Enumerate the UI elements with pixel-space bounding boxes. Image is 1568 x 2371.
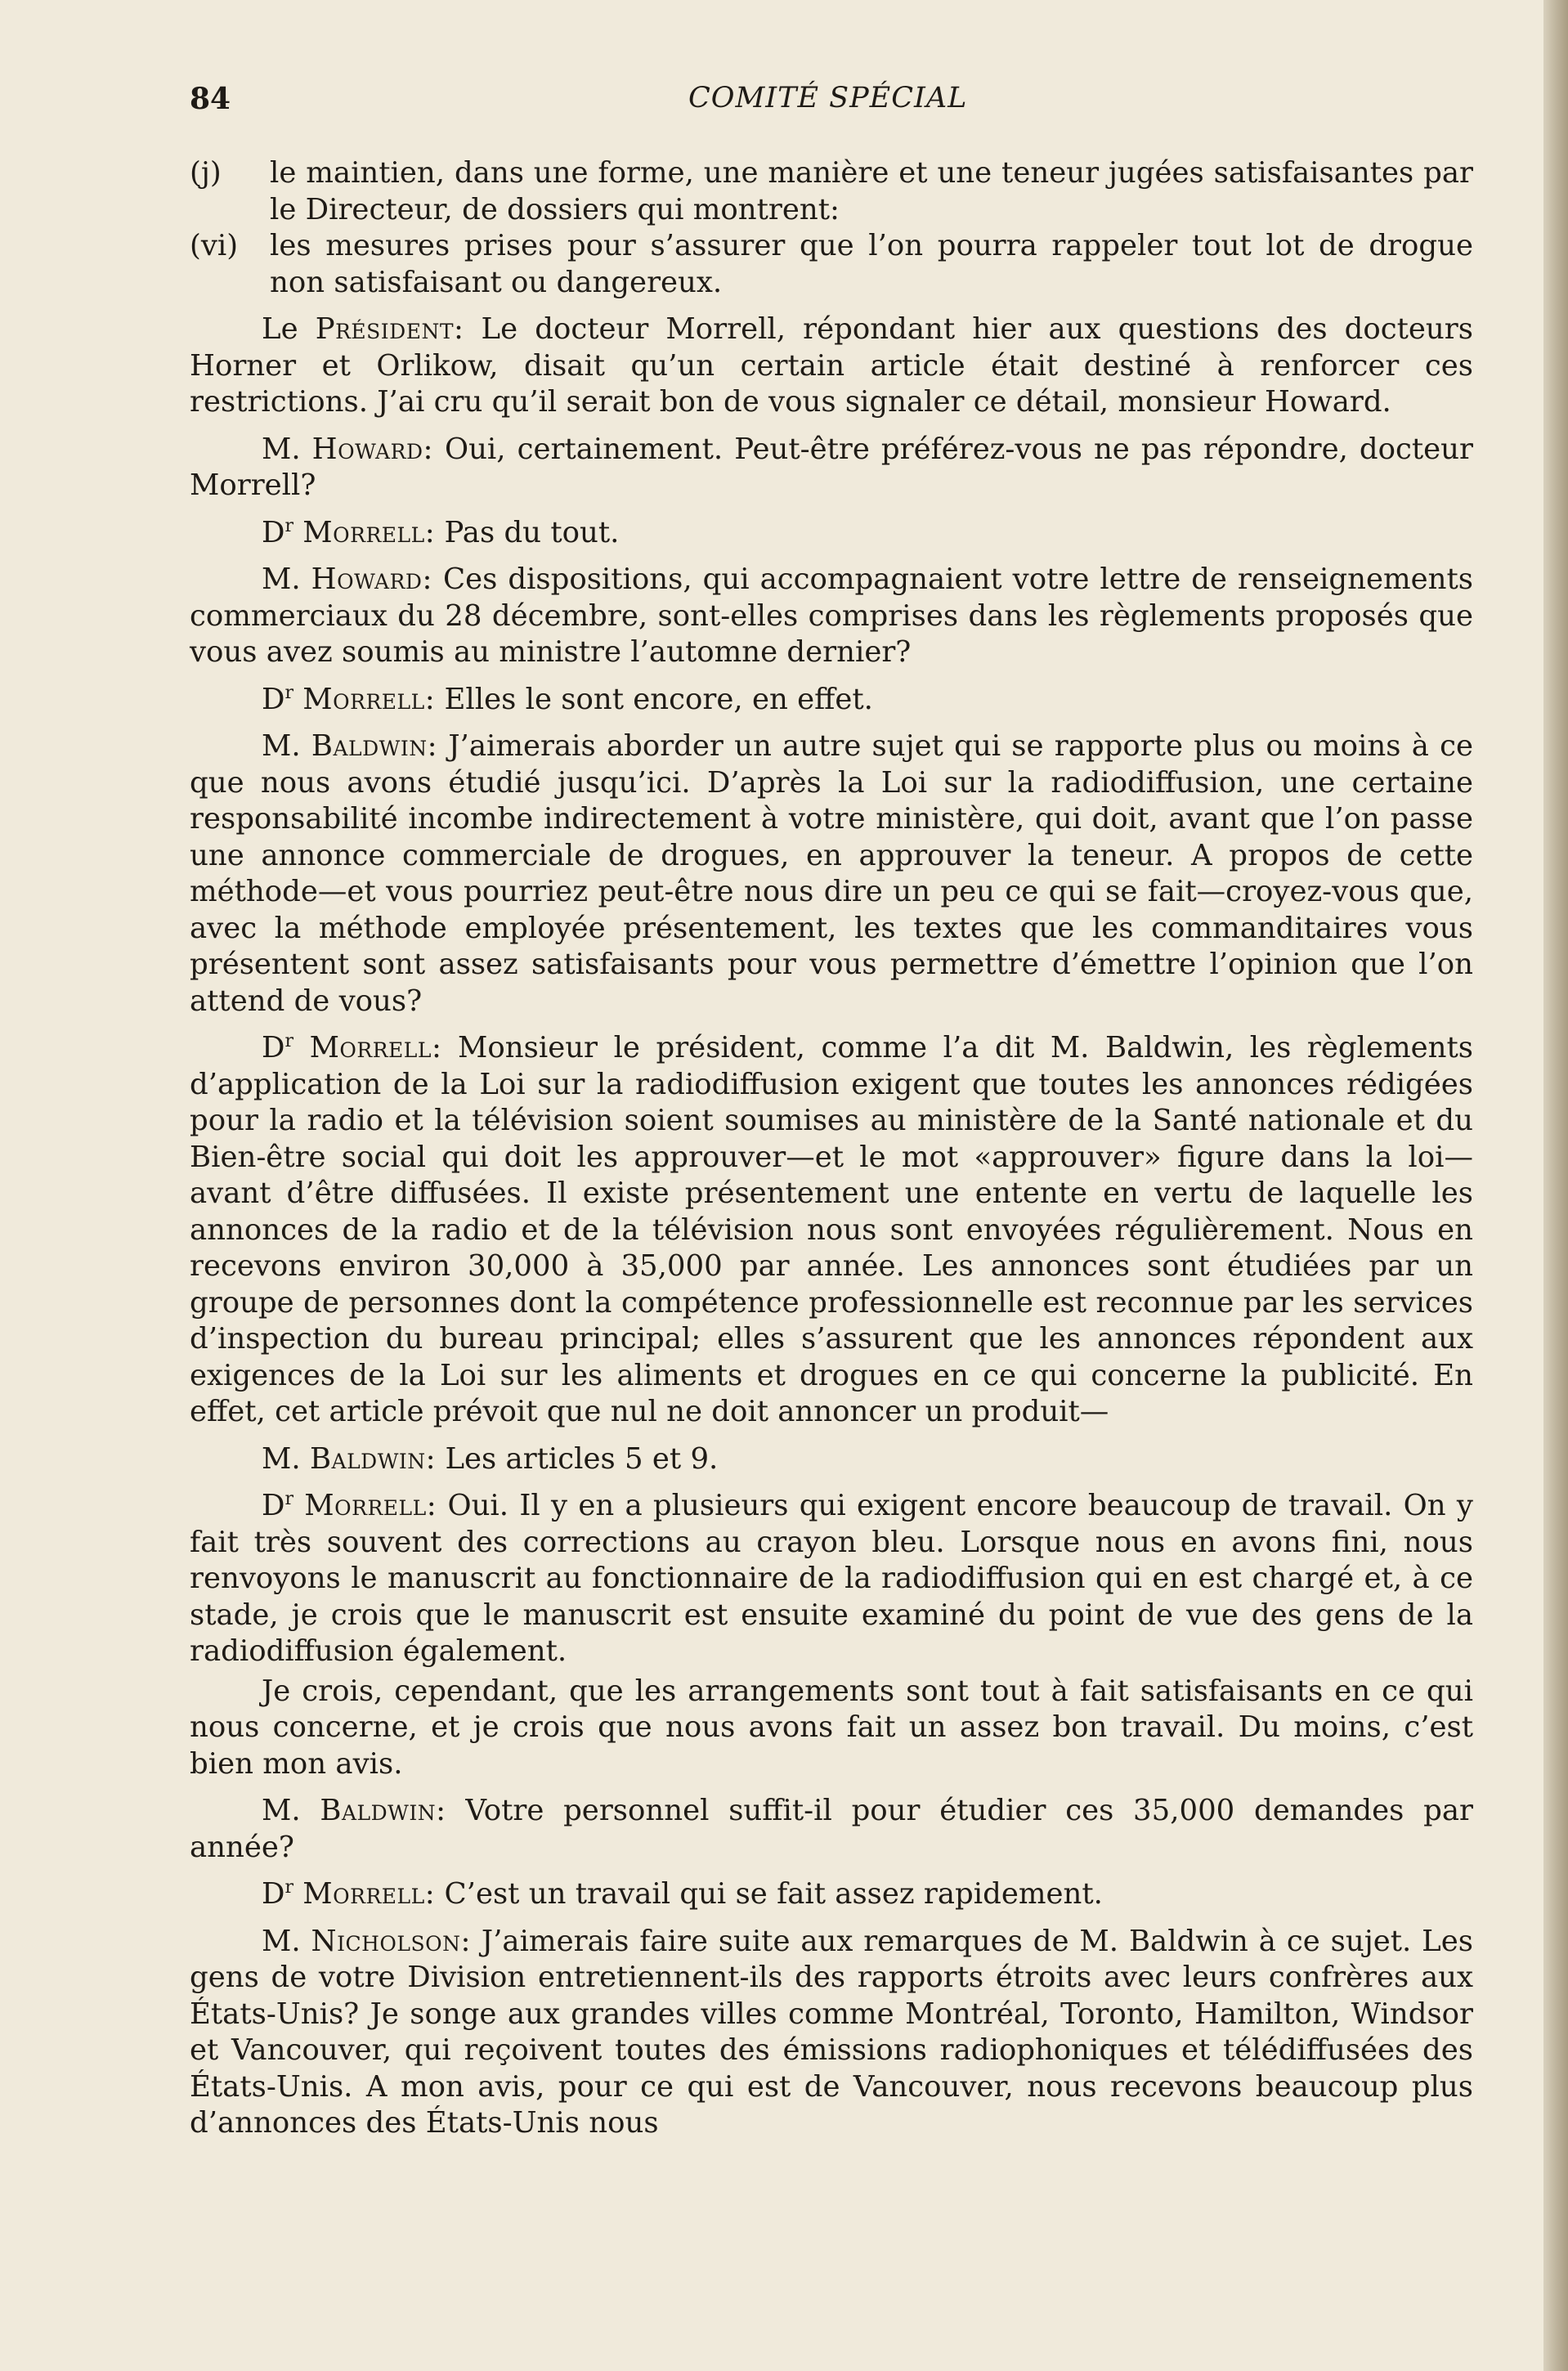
page-number: 84 [190, 82, 231, 116]
speaker-name: Morrell: [309, 1031, 442, 1064]
speaker-title: $D^r$ [262, 1489, 293, 1522]
speaker-name: Baldwin: [320, 1794, 446, 1827]
speaker-name: Howard: [311, 432, 433, 466]
speech-paragraph [190, 312, 1473, 421]
speech-paragraph [190, 1488, 1473, 1670]
speech-text: Je crois, cependant, que les arrangements sont tout à fait satisfaisants en ce qui nous concerne, et je crois que nous avons fait un assez bon travail. Du moins, c’est bien mon avis. [190, 1674, 1473, 1781]
speaker-name: Nicholson: [311, 1924, 471, 1958]
speaker-name: Morrell: [302, 1877, 436, 1911]
list-item-text: les mesures prises pour s’assurer que l’on pourra rappeler tout lot de drogue non satisfaisant ou dangereux. [270, 229, 1473, 299]
speaker-title: $D^r$ [262, 682, 293, 716]
speaker-name: Howard: [311, 562, 432, 596]
list-item [74, 228, 1473, 301]
speech-text: Le docteur Morrell, répondant hier aux questions des docteurs Horner et Orlikow, disait qu’un certain article était destiné à renforcer ces restrictions. J’ai cru qu’il serait bon de vous signaler ce détail, monsieur Howard. [190, 312, 1473, 419]
speech-text: Les articles 5 et 9. [445, 1441, 719, 1476]
speech-text: Votre personnel suffit-il pour étudier ces 35,000 demandes par année? [190, 1794, 1473, 1864]
speaker-name: Morrell: [304, 1489, 437, 1522]
list-item-marker: (vi) [190, 229, 239, 262]
speech-paragraph [190, 515, 1473, 552]
list-item [74, 155, 1473, 228]
speech-paragraph [190, 562, 1473, 671]
regulation-list [190, 155, 1473, 301]
speech-paragraph [190, 1441, 1473, 1478]
page-body [190, 155, 1473, 2142]
speaker-title: M. [262, 1794, 301, 1827]
speaker-title: $D^r$ [262, 1031, 293, 1064]
speech-paragraph [190, 1793, 1473, 1866]
speaker-title: M. [262, 729, 301, 763]
speaker-title: M. [262, 1441, 301, 1476]
page-header [190, 75, 1465, 124]
speech-paragraph [190, 1924, 1473, 2142]
speech-text: Elles le sont encore, en effet. [444, 682, 873, 716]
speech-text: Monsieur le président, comme l’a dit M. Baldwin, les règlements d’application de la Loi sur la radiodiffusion exigent que toutes les annonces rédigées pour la radio et la télévision soient soumises au ministère de la Santé nationale et du Bien-être social qui doit les approuver—et le mot «approuver» figure dans la loi—avant d’être diffusées. Il existe présentement une entente en vertu de laquelle les annonces de la radio et de la télévision nous sont envoyées régulièrement. Nous en recevons environ 30,000 à 35,000 par année. Les annonces sont étudiées par un groupe de personnes dont la compétence professionnelle est reconnue par les services d’inspection du bureau principal; elles s’assurent que les annonces répondent aux exigences de la Loi sur les aliments et drogues en ce qui concerne la publicité. En effet, cet article prévoit que nul ne doit annoncer un produit— [190, 1031, 1473, 1428]
speech-text: Ces dispositions, qui accompagnaient votre lettre de renseignements commerciaux du 28 décembre, sont-elles comprises dans les règlements proposés que vous avez soumis au ministre l’automne dernier? [190, 562, 1473, 669]
speech-paragraph [190, 728, 1473, 1020]
continuation-paragraph [190, 1674, 1473, 1783]
book-binding-edge [1543, 0, 1568, 2371]
speaker-title: $D^r$ [262, 515, 293, 549]
speech-paragraph [190, 1030, 1473, 1431]
speaker-title: M. [262, 562, 301, 596]
speech-paragraph [190, 1876, 1473, 1913]
speaker-name: Baldwin: [309, 1441, 437, 1476]
speaker-name: Morrell: [302, 515, 436, 549]
speaker-name: Baldwin: [311, 729, 438, 763]
speech-text: Oui, certainement. Peut-être préférez-vous ne pas répondre, docteur Morrell? [190, 432, 1473, 502]
speech-text: C’est un travail qui se fait assez rapidement. [444, 1877, 1103, 1911]
speech-text: Pas du tout. [444, 515, 620, 549]
running-title: COMITÉ SPÉCIAL [688, 82, 968, 114]
list-item-text: le maintien, dans une forme, une manière et une teneur jugées satisfaisantes par le Directeur, de dossiers qui montrent: [270, 156, 1473, 226]
speech-text: J’aimerais aborder un autre sujet qui se rapporte plus ou moins à ce que nous avons étudié jusqu’ici. D’après la Loi sur la radiodiffusion, une certaine responsabilité incombe indirectement à votre ministère, qui doit, avant que l’on passe une annonce commerciale de drogues, en approuver la teneur. A propos de cette méthode—et vous pourriez peut-être nous dire un peu ce qui se fait—croyez-vous que, avec la méthode employée présentement, les textes que les commanditaires vous présentent sont assez satisfaisants pour vous permettre d’émettre l’opinion que l’on attend de vous? [190, 729, 1473, 1018]
list-item-marker: (j) [190, 156, 222, 190]
speaker-name: Morrell: [302, 682, 436, 716]
speech-paragraph [190, 432, 1473, 504]
speaker-title: M. [262, 1924, 301, 1958]
speech-text: Oui. Il y en a plusieurs qui exigent encore beaucoup de travail. On y fait très souvent des corrections au crayon bleu. Lorsque nous en avons fini, nous renvoyons le manuscrit au fonctionnaire de la radiodiffusion qui en est chargé et, à ce stade, je crois que le manuscrit est ensuite examiné du point de vue des gens de la radiodiffusion également. [190, 1489, 1473, 1668]
speaker-name: Président: [315, 312, 464, 346]
speaker-title: $D^r$ [262, 1877, 293, 1911]
speech-paragraph [190, 682, 1473, 719]
speaker-title: M. [262, 432, 301, 466]
speaker-title: Le [262, 312, 298, 346]
speech-text: J’aimerais faire suite aux remarques de M. Baldwin à ce sujet. Les gens de votre Division entretiennent-ils des rapports étroits avec leurs confrères aux États-Unis? Je songe aux grandes villes comme Montréal, Toronto, Hamilton, Windsor et Vancouver, qui reçoivent toutes des émissions radiophoniques et télédiffusées des États-Unis. A mon avis, pour ce qui est de Vancouver, nous recevons beaucoup plus d’annonces des États-Unis nous [190, 1924, 1473, 2140]
